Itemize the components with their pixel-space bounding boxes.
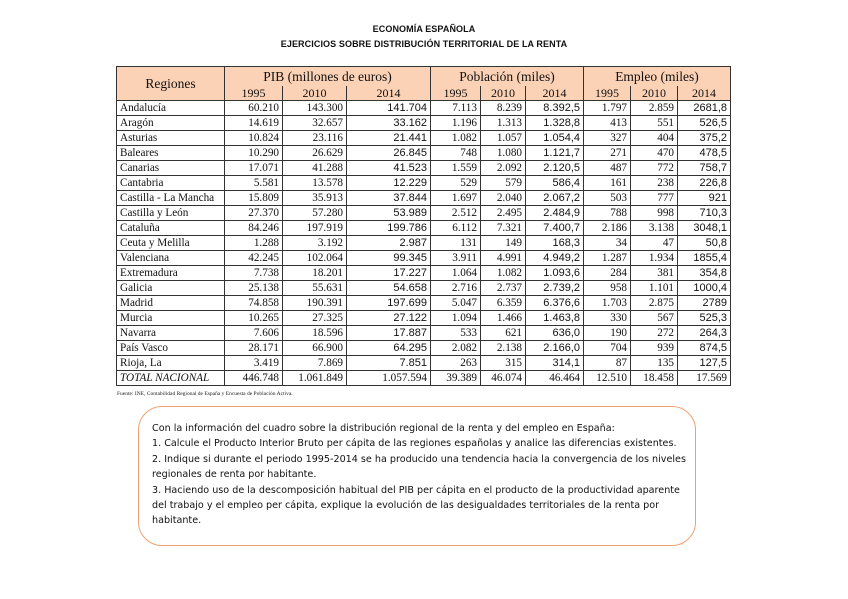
page-title: ECONOMÍA ESPAÑOLA: [372, 24, 476, 34]
empleo-cell: 2.186: [584, 221, 631, 236]
pib-cell: 32.657: [283, 116, 347, 131]
empleo-cell: 874,5: [678, 341, 731, 356]
poblacion-cell: 2.138: [481, 341, 526, 356]
poblacion-cell: 5.047: [431, 296, 481, 311]
pib-cell: 13.578: [283, 176, 347, 191]
poblacion-cell: 6.359: [481, 296, 526, 311]
pib-cell: 99.345: [347, 251, 431, 266]
group-header-poblacion: Población (miles): [431, 67, 584, 87]
exercise-question-2: 2. Indique si durante el periodo 1995-2014 se ha producido una tendencia hacia la convergencia de los niveles regionales de renta por habitante.: [152, 453, 686, 481]
empleo-cell: 272: [631, 326, 678, 341]
table-row: [117, 251, 731, 266]
empleo-cell: 12.510: [584, 371, 631, 386]
poblacion-cell: 636,0: [526, 326, 584, 341]
table-row: [117, 266, 731, 281]
empleo-cell: 1.287: [584, 251, 631, 266]
pib-cell: 18.201: [283, 266, 347, 281]
empleo-cell: 503: [584, 191, 631, 206]
poblacion-cell: 7.113: [431, 101, 481, 116]
year-header: 2010: [631, 86, 678, 101]
empleo-cell: 1.703: [584, 296, 631, 311]
poblacion-cell: 1.064: [431, 266, 481, 281]
poblacion-cell: 2.082: [431, 341, 481, 356]
empleo-cell: 788: [584, 206, 631, 221]
poblacion-cell: 39.389: [431, 371, 481, 386]
exercise-text: [152, 421, 692, 529]
empleo-cell: 1.797: [584, 101, 631, 116]
pib-cell: 66.900: [283, 341, 347, 356]
region-cell: Valenciana: [117, 251, 225, 266]
poblacion-cell: 1.463,8: [526, 311, 584, 326]
table-row: [117, 356, 731, 371]
pib-cell: 5.581: [225, 176, 283, 191]
empleo-cell: 2789: [678, 296, 731, 311]
pib-cell: 12.229: [347, 176, 431, 191]
pib-cell: 35.913: [283, 191, 347, 206]
empleo-cell: 135: [631, 356, 678, 371]
pib-cell: 197.919: [283, 221, 347, 236]
year-header: 1995: [431, 86, 481, 101]
region-cell: Murcia: [117, 311, 225, 326]
pib-cell: 17.071: [225, 161, 283, 176]
table-row: [117, 281, 731, 296]
pib-cell: 23.116: [283, 131, 347, 146]
pib-cell: 60.210: [225, 101, 283, 116]
regional-data-table: [116, 66, 731, 386]
table-row: [117, 236, 731, 251]
empleo-cell: 470: [631, 146, 678, 161]
pib-cell: 53.989: [347, 206, 431, 221]
table-row: [117, 116, 731, 131]
pib-cell: 25.138: [225, 281, 283, 296]
pib-cell: 7.738: [225, 266, 283, 281]
pib-cell: 37.844: [347, 191, 431, 206]
poblacion-cell: 2.739,2: [526, 281, 584, 296]
poblacion-cell: 1.057: [481, 131, 526, 146]
year-header: 2014: [678, 86, 731, 101]
empleo-cell: 161: [584, 176, 631, 191]
group-header-empleo: Empleo (miles): [584, 67, 731, 87]
empleo-cell: 958: [584, 281, 631, 296]
pib-cell: 199.786: [347, 221, 431, 236]
pib-cell: 41.523: [347, 161, 431, 176]
poblacion-cell: 168,3: [526, 236, 584, 251]
empleo-cell: 238: [631, 176, 678, 191]
exercise-question-1: 1. Calcule el Producto Interior Bruto per cápita de las regiones españolas y analice las diferencias existentes.: [152, 438, 677, 450]
poblacion-cell: 2.737: [481, 281, 526, 296]
empleo-cell: 127,5: [678, 356, 731, 371]
region-cell: Castilla - La Mancha: [117, 191, 225, 206]
pib-cell: 17.227: [347, 266, 431, 281]
empleo-cell: 772: [631, 161, 678, 176]
pib-cell: 27.325: [283, 311, 347, 326]
poblacion-cell: 314,1: [526, 356, 584, 371]
year-header: 1995: [584, 86, 631, 101]
poblacion-cell: 6.376,6: [526, 296, 584, 311]
pib-cell: 7.606: [225, 326, 283, 341]
pib-cell: 3.192: [283, 236, 347, 251]
poblacion-cell: 2.067,2: [526, 191, 584, 206]
table-row: [117, 341, 731, 356]
poblacion-cell: 263: [431, 356, 481, 371]
pib-cell: 17.887: [347, 326, 431, 341]
region-cell: Castilla y León: [117, 206, 225, 221]
empleo-cell: 551: [631, 116, 678, 131]
poblacion-cell: 579: [481, 176, 526, 191]
poblacion-cell: 1.196: [431, 116, 481, 131]
region-cell: Galicia: [117, 281, 225, 296]
table-row: [117, 161, 731, 176]
poblacion-cell: 2.716: [431, 281, 481, 296]
pib-cell: 190.391: [283, 296, 347, 311]
empleo-cell: 284: [584, 266, 631, 281]
pib-cell: 143.300: [283, 101, 347, 116]
table-row: [117, 221, 731, 236]
poblacion-cell: 6.112: [431, 221, 481, 236]
regions-header: Regiones: [117, 67, 225, 101]
pib-cell: 15.809: [225, 191, 283, 206]
pib-cell: 28.171: [225, 341, 283, 356]
poblacion-cell: 1.559: [431, 161, 481, 176]
pib-cell: 57.280: [283, 206, 347, 221]
pib-cell: 27.122: [347, 311, 431, 326]
table-row: [117, 311, 731, 326]
empleo-cell: 704: [584, 341, 631, 356]
empleo-cell: 3048,1: [678, 221, 731, 236]
empleo-cell: 567: [631, 311, 678, 326]
poblacion-cell: 1.313: [481, 116, 526, 131]
exercise-question-3: 3. Haciendo uso de la descomposición habitual del PIB per cápita en el producto de la productividad aparente del trabajo y el empleo per cápita, explique la evolución de las desigualdades territoriales de la renta por habitante.: [152, 484, 680, 527]
poblacion-cell: 2.092: [481, 161, 526, 176]
region-cell: Canarias: [117, 161, 225, 176]
poblacion-cell: 529: [431, 176, 481, 191]
poblacion-cell: 748: [431, 146, 481, 161]
empleo-cell: 2.875: [631, 296, 678, 311]
pib-cell: 74.858: [225, 296, 283, 311]
poblacion-cell: 586,4: [526, 176, 584, 191]
pib-cell: 197.699: [347, 296, 431, 311]
poblacion-cell: 131: [431, 236, 481, 251]
year-header: 2010: [481, 86, 526, 101]
year-header: 2014: [526, 86, 584, 101]
poblacion-cell: 621: [481, 326, 526, 341]
poblacion-cell: 1.082: [431, 131, 481, 146]
poblacion-cell: 533: [431, 326, 481, 341]
pib-cell: 2.987: [347, 236, 431, 251]
pib-cell: 41.288: [283, 161, 347, 176]
poblacion-cell: 3.911: [431, 251, 481, 266]
poblacion-cell: 7.321: [481, 221, 526, 236]
empleo-cell: 18.458: [631, 371, 678, 386]
region-cell: Ceuta y Melilla: [117, 236, 225, 251]
poblacion-cell: 2.495: [481, 206, 526, 221]
empleo-cell: 17.569: [678, 371, 731, 386]
pib-cell: 446.748: [225, 371, 283, 386]
empleo-cell: 526,5: [678, 116, 731, 131]
year-header: 2010: [283, 86, 347, 101]
poblacion-cell: 46.464: [526, 371, 584, 386]
pib-cell: 10.265: [225, 311, 283, 326]
pib-cell: 3.419: [225, 356, 283, 371]
empleo-cell: 939: [631, 341, 678, 356]
pib-cell: 102.064: [283, 251, 347, 266]
empleo-cell: 34: [584, 236, 631, 251]
poblacion-cell: 7.400,7: [526, 221, 584, 236]
poblacion-cell: 4.991: [481, 251, 526, 266]
pib-cell: 84.246: [225, 221, 283, 236]
empleo-cell: 354,8: [678, 266, 731, 281]
poblacion-cell: 1.697: [431, 191, 481, 206]
empleo-cell: 487: [584, 161, 631, 176]
region-cell: Cantabria: [117, 176, 225, 191]
pib-cell: 7.851: [347, 356, 431, 371]
poblacion-cell: 2.512: [431, 206, 481, 221]
region-cell: Andalucía: [117, 101, 225, 116]
empleo-cell: 1.101: [631, 281, 678, 296]
pib-cell: 141.704: [347, 101, 431, 116]
poblacion-cell: 1.080: [481, 146, 526, 161]
exercise-intro: Con la información del cuadro sobre la distribución regional de la renta y del empleo en España:: [152, 423, 615, 434]
empleo-cell: 50,8: [678, 236, 731, 251]
table-row: [117, 326, 731, 341]
empleo-cell: 1855,4: [678, 251, 731, 266]
empleo-cell: 758,7: [678, 161, 731, 176]
poblacion-cell: 2.040: [481, 191, 526, 206]
poblacion-cell: 2.484,9: [526, 206, 584, 221]
empleo-cell: 87: [584, 356, 631, 371]
table-row: [117, 101, 731, 116]
empleo-cell: 1000,4: [678, 281, 731, 296]
year-header: 1995: [225, 86, 283, 101]
empleo-cell: 330: [584, 311, 631, 326]
region-cell: Extremadura: [117, 266, 225, 281]
poblacion-cell: 8.392,5: [526, 101, 584, 116]
pib-cell: 55.631: [283, 281, 347, 296]
empleo-cell: 710,3: [678, 206, 731, 221]
poblacion-cell: 8.239: [481, 101, 526, 116]
pib-cell: 1.057.594: [347, 371, 431, 386]
poblacion-cell: 1.082: [481, 266, 526, 281]
poblacion-cell: 149: [481, 236, 526, 251]
empleo-cell: 381: [631, 266, 678, 281]
empleo-cell: 525,3: [678, 311, 731, 326]
pib-cell: 26.629: [283, 146, 347, 161]
poblacion-cell: 2.166,0: [526, 341, 584, 356]
poblacion-cell: 1.328,8: [526, 116, 584, 131]
table-row: [117, 131, 731, 146]
empleo-cell: 478,5: [678, 146, 731, 161]
total-row: [117, 371, 731, 386]
pib-cell: 27.370: [225, 206, 283, 221]
table-row: [117, 191, 731, 206]
poblacion-cell: 1.054,4: [526, 131, 584, 146]
pib-cell: 10.824: [225, 131, 283, 146]
pib-cell: 18.596: [283, 326, 347, 341]
empleo-cell: 327: [584, 131, 631, 146]
region-cell: Aragón: [117, 116, 225, 131]
poblacion-cell: 1.121,7: [526, 146, 584, 161]
empleo-cell: 2681,8: [678, 101, 731, 116]
region-cell: TOTAL NACIONAL: [117, 371, 225, 386]
empleo-cell: 375,2: [678, 131, 731, 146]
empleo-cell: 921: [678, 191, 731, 206]
group-header-pib: PIB (millones de euros): [225, 67, 431, 87]
pib-cell: 64.295: [347, 341, 431, 356]
pib-cell: 26.845: [347, 146, 431, 161]
empleo-cell: 998: [631, 206, 678, 221]
region-cell: Cataluña: [117, 221, 225, 236]
region-cell: Asturias: [117, 131, 225, 146]
region-cell: Madrid: [117, 296, 225, 311]
empleo-cell: 271: [584, 146, 631, 161]
poblacion-cell: 315: [481, 356, 526, 371]
pib-cell: 33.162: [347, 116, 431, 131]
pib-cell: 54.658: [347, 281, 431, 296]
empleo-cell: 3.138: [631, 221, 678, 236]
region-cell: País Vasco: [117, 341, 225, 356]
table-row: [117, 176, 731, 191]
empleo-cell: 2.859: [631, 101, 678, 116]
empleo-cell: 1.934: [631, 251, 678, 266]
table-row: [117, 296, 731, 311]
pib-cell: 1.288: [225, 236, 283, 251]
poblacion-cell: 1.093,6: [526, 266, 584, 281]
poblacion-cell: 1.466: [481, 311, 526, 326]
region-cell: Baleares: [117, 146, 225, 161]
poblacion-cell: 2.120,5: [526, 161, 584, 176]
region-cell: Rioja, La: [117, 356, 225, 371]
pib-cell: 14.619: [225, 116, 283, 131]
empleo-cell: 404: [631, 131, 678, 146]
poblacion-cell: 4.949,2: [526, 251, 584, 266]
page-subtitle: EJERCICIOS SOBRE DISTRIBUCIÓN TERRITORIAL DE LA RENTA: [280, 39, 568, 49]
table-source-note: Fuente: INE, Contabilidad Regional de España y Encuesta de Población Activa.: [117, 391, 293, 397]
table-row: [117, 146, 731, 161]
pib-cell: 10.290: [225, 146, 283, 161]
pib-cell: 7.869: [283, 356, 347, 371]
empleo-cell: 413: [584, 116, 631, 131]
pib-cell: 42.245: [225, 251, 283, 266]
poblacion-cell: 1.094: [431, 311, 481, 326]
poblacion-cell: 46.074: [481, 371, 526, 386]
region-cell: Navarra: [117, 326, 225, 341]
empleo-cell: 47: [631, 236, 678, 251]
empleo-cell: 190: [584, 326, 631, 341]
pib-cell: 1.061.849: [283, 371, 347, 386]
empleo-cell: 226,8: [678, 176, 731, 191]
empleo-cell: 777: [631, 191, 678, 206]
table-row: [117, 206, 731, 221]
year-header: 2014: [347, 86, 431, 101]
pib-cell: 21.441: [347, 131, 431, 146]
empleo-cell: 264,3: [678, 326, 731, 341]
